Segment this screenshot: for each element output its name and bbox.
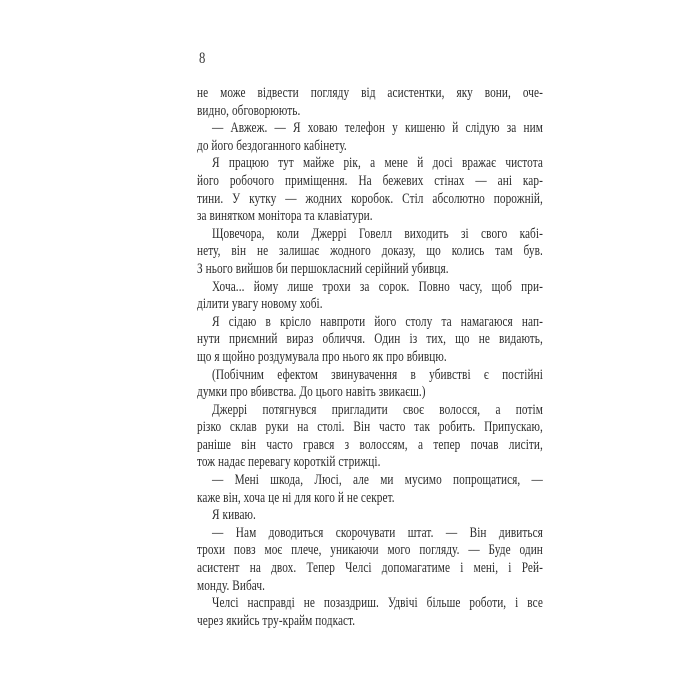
text-line: (Побічним ефектом звинувачення в убивстві є постійні <box>212 366 543 383</box>
text-line: Челсі насправді не позаздриш. Удвічі більше роботи, і все <box>212 595 543 612</box>
text-line: нути приємний вираз обличчя. Один із тих, що не видають, <box>197 331 543 348</box>
text-line: Джеррі потягнувся пригладити своє волосся, а потім <box>212 401 543 418</box>
text-line: З нього вийшов би першокласний серійний убивця. <box>197 260 449 277</box>
text-line: ділити увагу новому хобі. <box>197 296 323 313</box>
text-line: тини. У кутку — жодних коробок. Стіл абсолютно порожній, <box>197 190 543 207</box>
text-line: — Авжеж. — Я ховаю телефон у кишеню й слідую за ним <box>212 120 543 137</box>
text-line: видно, обговорюють. <box>197 102 301 119</box>
text-line: Я сідаю в крісло навпроти його столу та намагаюся нап- <box>212 313 543 330</box>
page-text-block <box>197 85 543 630</box>
text-line: що я щойно роздумувала про нього як про вбивцю. <box>197 348 447 365</box>
text-line: — Нам доводиться скорочувати штат. — Він дивиться <box>212 524 543 541</box>
text-line: каже він, хоча це ні для кого й не секрет. <box>197 489 395 506</box>
text-line: трохи повз моє плече, уникаючи мого погляду. — Буде один <box>197 542 543 559</box>
text-line: думки про вбивства. До цього навіть звикаєш.) <box>197 384 426 401</box>
text-line: асистент на двох. Тепер Челсі допомагатиме і мені, і Рей- <box>197 560 543 577</box>
text-line: тож надає перевагу короткій стрижці. <box>197 454 381 471</box>
text-line: різко склав руки на столі. Він часто так робить. Припускаю, <box>197 419 543 436</box>
text-line: через якийсь тру-крайм подкаст. <box>197 612 356 629</box>
text-line: не може відвести погляду від асистентки, яку вони, оче- <box>197 85 543 101</box>
text-line: до його бездоганного кабінету. <box>197 137 347 154</box>
page-number: 8 <box>199 50 206 67</box>
text-line: за винятком монітора та клавіатури. <box>197 208 373 225</box>
text-line: Щовечора, коли Джеррі Говелл виходить зі свого кабі- <box>212 225 543 242</box>
text-line: Я працюю тут майже рік, а мене й досі вражає чистота <box>212 155 543 172</box>
text-line: Я киваю. <box>212 507 256 524</box>
text-line: — Мені шкода, Люсі, але ми мусимо попрощатися, — <box>212 472 543 489</box>
text-line: нету, він не залишає жодного доказу, що колись там був. <box>197 243 543 260</box>
text-line: раніше він часто грався з волоссям, а тепер почав лисіти, <box>197 436 543 453</box>
text-line: його робочого приміщення. На бежевих стінах — ані кар- <box>197 172 543 189</box>
text-line: Хоча... йому лише трохи за сорок. Повно часу, щоб при- <box>212 278 543 295</box>
text-line: монду. Вибач. <box>197 577 266 594</box>
